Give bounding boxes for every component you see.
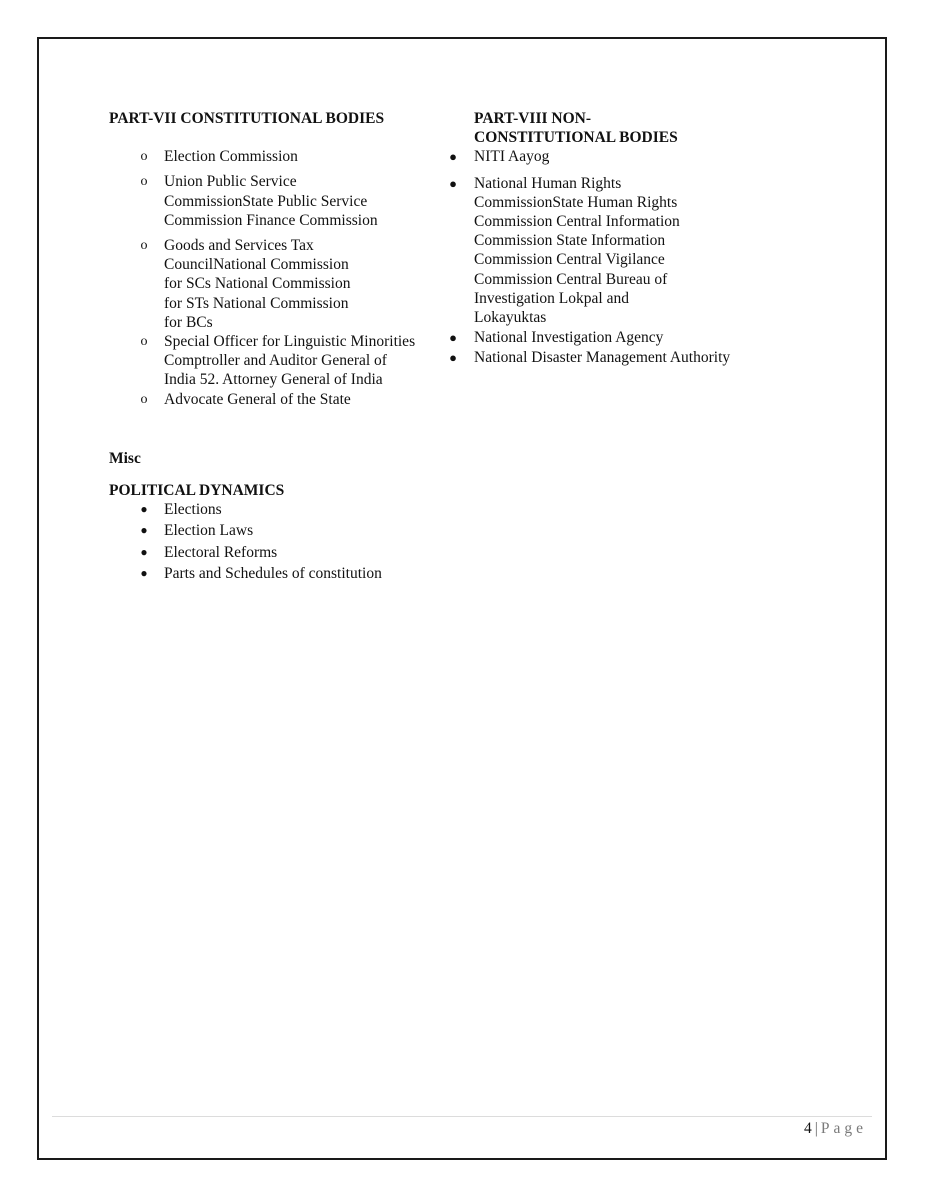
bullet-icon: ● (449, 175, 457, 191)
list-item: ● Parts and Schedules of constitution (109, 564, 409, 583)
political-dynamics-list (109, 500, 409, 583)
list-item: o Advocate General of the State (109, 390, 409, 409)
part7-heading: PART-VII CONSTITUTIONAL BODIES (109, 110, 385, 127)
hollow-circle-bullet-icon: o (140, 174, 148, 190)
page-footer (804, 1120, 867, 1138)
hollow-circle-bullet-icon: o (140, 149, 148, 165)
part7-list (109, 147, 416, 409)
bullet-icon: ● (449, 149, 457, 165)
list-item: ● National Investigation Agency (474, 328, 774, 347)
political-dynamics-heading: POLITICAL DYNAMICS (109, 482, 285, 500)
page-number: 4 (804, 1120, 812, 1137)
bullet-icon: ● (449, 330, 457, 346)
bullet-icon: ● (140, 523, 148, 538)
part8-heading: PART-VIII NON-CONSTITUTIONAL BODIES (474, 110, 678, 147)
list-item: ● Elections (109, 500, 409, 519)
list-item: o Special Officer for Linguistic Minorities Comptroller and Auditor General of India 52. Attorney General of India (109, 332, 421, 390)
list-item: ● Electoral Reforms (109, 543, 409, 562)
hollow-circle-bullet-icon: o (140, 238, 148, 254)
list-item: ● Election Laws (109, 521, 409, 540)
list-item: ● National Human Rights CommissionState Human Rights Commission Central Information Commission State Information Commission Central Vigilance Commission Central Bureau of Investigation Lokpal and Lokayuktas (474, 174, 702, 328)
left-column (109, 109, 416, 585)
list-item: o Election Commission (109, 147, 409, 166)
bullet-icon: ● (140, 565, 148, 580)
hollow-circle-bullet-icon: o (140, 334, 148, 350)
list-item: o Goods and Services Tax CouncilNational Commission for SCs National Commission for STs National Commission for BCs (109, 236, 409, 332)
page-label: Page (820, 1120, 867, 1137)
misc-heading: Misc (109, 449, 141, 467)
footer-separator: | (814, 1120, 818, 1137)
list-item: ● National Disaster Management Authority (474, 348, 774, 367)
list-item: o Union Public Service CommissionState Public Service Commission Finance Commission (109, 172, 409, 230)
footer-divider (52, 1116, 872, 1117)
right-column (449, 109, 774, 369)
hollow-circle-bullet-icon: o (140, 391, 148, 407)
bullet-icon: ● (140, 544, 148, 559)
part8-list (449, 147, 774, 367)
list-item: ● NITI Aayog (474, 147, 774, 166)
bullet-icon: ● (140, 502, 148, 517)
bullet-icon: ● (449, 350, 457, 366)
